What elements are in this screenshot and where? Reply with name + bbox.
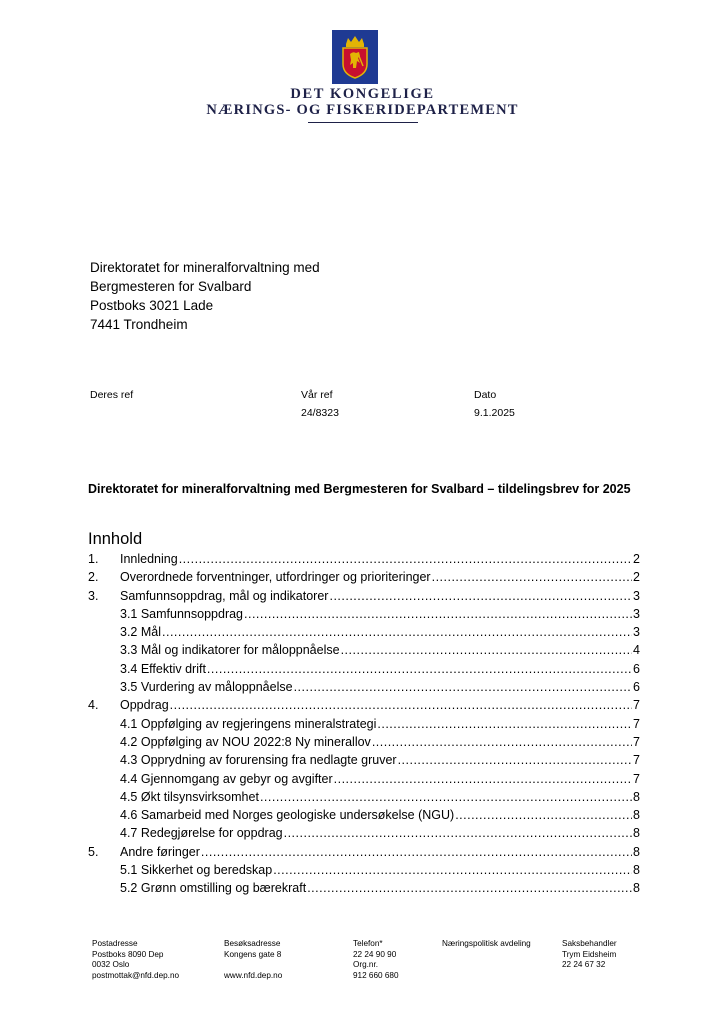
toc-leader-dots [294,680,632,694]
document-title: Direktoratet for mineralforvaltning med Bergmesteren for Svalbard – tildelingsbrev for 2025 [88,482,631,496]
footer-text: Postboks 8090 Dep [92,949,164,959]
footer-text: 22 24 90 90 [353,949,397,959]
toc-entry-page: 8 [633,826,640,841]
toc-leader-dots [260,790,632,804]
toc-entry-title: Samfunnsoppdrag, mål og indikatorer [120,588,329,603]
toc-entry-title: Innledning [120,552,178,566]
toc-leader-dots [170,698,632,712]
toc-subentry[interactable] [88,680,640,698]
footer-text: 0032 Oslo [92,960,130,970]
toc-entry[interactable] [88,589,640,607]
toc-entry[interactable] [88,552,640,570]
footer-website-link[interactable]: www.nfd.dep.no [224,970,283,980]
footer-text: 22 24 67 32 [562,960,606,970]
footer-text [224,960,282,971]
toc-entry-page: 8 [633,808,640,823]
toc-entry-title: 3.5 Vurdering av måloppnåelse [120,680,293,695]
toc-entry-title: 5.1 Sikkerhet og beredskap [120,863,273,878]
address-line: Bergmesteren for Svalbard [90,279,252,294]
toc-entry-title: 3.3 Mål og indikatorer for måloppnåelse [120,643,340,658]
toc-entry-title: 4.5 Økt tilsynsvirksomhet [120,789,259,804]
toc-entry-page: 6 [633,661,640,676]
toc-entry-page: 3 [633,588,640,603]
toc-subentry[interactable] [88,735,640,753]
toc-subentry[interactable] [88,790,640,808]
toc-entry[interactable] [88,570,640,588]
toc-leader-dots [329,589,632,603]
toc-subentry[interactable] [88,826,640,844]
toc-subentry[interactable] [88,717,640,735]
toc-subentry[interactable] [88,625,640,643]
toc-entry-page: 3 [633,606,640,621]
header-divider [308,122,418,123]
footer-saksbehandler [562,939,617,971]
toc-entry-title: 4.4 Gjennomgang av gebyr og avgifter [120,771,333,786]
toc-entry-title: Overordnede forventninger, utfordringer og prioriteringer [120,570,431,585]
deres-ref-label: Deres ref [90,389,134,401]
table-of-contents [88,552,640,900]
toc-leader-dots [372,735,632,749]
address-line: Postboks 3021 Lade [90,298,214,313]
toc-entry-page: 6 [633,680,640,695]
toc-subentry[interactable] [88,753,640,771]
toc-heading: Innhold [88,530,143,548]
toc-entry-page: 2 [633,552,640,566]
toc-entry-page: 8 [633,844,640,859]
footer-text: 912 660 680 [353,970,399,980]
toc-entry-page: 7 [633,716,640,731]
toc-entry-title: 4.1 Oppfølging av regjeringens mineralstrategi [120,716,377,731]
footer-label: Saksbehandler [562,939,617,948]
toc-entry-number: 2. [88,570,99,585]
toc-entry-title: 3.2 Mål [120,625,161,640]
toc-leader-dots [341,643,632,657]
toc-entry-title: 4.6 Samarbeid med Norges geologiske undersøkelse (NGU) [120,808,455,823]
toc-entry-title: 3.1 Samfunnsoppdrag [120,606,244,621]
toc-leader-dots [398,753,632,767]
toc-subentry[interactable] [88,808,640,826]
department-name-line2: NÆRINGS- OG FISKERIDEPARTEMENT [206,102,519,118]
footer-postadresse [92,939,179,981]
coat-of-arms-icon [332,30,378,84]
toc-subentry[interactable] [88,643,640,661]
toc-leader-dots [273,863,632,877]
toc-entry-page: 7 [633,698,640,713]
address-line: Direktoratet for mineralforvaltning med [90,260,320,275]
toc-entry-page: 7 [633,771,640,786]
toc-entry[interactable] [88,698,640,716]
toc-entry-title: 4.3 Opprydning av forurensing fra nedlagte gruver [120,753,397,768]
toc-entry-page: 2 [633,570,640,585]
footer-text: Trym Eidsheim [562,949,617,959]
var-ref-label: Vår ref [301,389,333,401]
footer-telefon [353,939,399,981]
footer-label: Telefon* [353,939,383,948]
toc-subentry[interactable] [88,662,640,680]
department-name-line1: DET KONGELIGE [290,86,435,102]
dato-value: 9.1.2025 [474,407,515,419]
var-ref-value: 24/8323 [301,407,339,419]
toc-entry-title: 4.7 Redegjørelse for oppdrag [120,826,283,841]
toc-entry-title: Andre føringer [120,844,200,859]
footer-label: Besøksadresse [224,939,281,948]
footer-text: Næringspolitisk avdeling [442,939,531,948]
toc-entry-number: 1. [88,552,99,566]
toc-leader-dots [179,552,632,566]
recipient-address [90,258,320,334]
toc-subentry[interactable] [88,772,640,790]
toc-leader-dots [244,607,632,621]
toc-leader-dots [284,826,632,840]
toc-leader-dots [307,881,632,895]
toc-entry[interactable] [88,845,640,863]
toc-subentry[interactable] [88,607,640,625]
toc-entry-number: 4. [88,698,99,713]
toc-entry-title: 5.2 Grønn omstilling og bærekraft [120,881,307,896]
toc-leader-dots [455,808,632,822]
footer-label: Org.nr. [353,960,379,970]
footer-besoksadresse [224,939,282,981]
footer-email-link[interactable]: postmottak@nfd.dep.no [92,970,180,980]
toc-entry-page: 7 [633,734,640,749]
toc-leader-dots [432,570,632,584]
toc-entry-page: 3 [633,625,640,640]
toc-leader-dots [207,662,632,676]
footer-label: Postadresse [92,939,138,948]
toc-leader-dots [201,845,632,859]
toc-entry-page: 7 [633,753,640,768]
toc-entry-title: Oppdrag [120,698,169,713]
toc-entry-number: 5. [88,844,99,859]
toc-leader-dots [334,772,632,786]
toc-leader-dots [162,625,632,639]
footer-text: Kongens gate 8 [224,949,282,959]
footer-avdeling [442,939,531,950]
dato-label: Dato [474,389,497,401]
toc-subentry[interactable] [88,881,640,899]
toc-leader-dots [377,717,632,731]
toc-entry-title: 3.4 Effektiv drift [120,661,206,676]
toc-entry-title: 4.2 Oppfølging av NOU 2022:8 Ny minerallov [120,734,371,749]
toc-entry-number: 3. [88,588,99,603]
toc-subentry[interactable] [88,863,640,881]
toc-entry-page: 8 [633,789,640,804]
toc-entry-page: 8 [633,863,640,878]
toc-entry-page: 8 [633,881,640,896]
address-line: 7441 Trondheim [90,317,188,332]
toc-entry-page: 4 [633,643,640,658]
